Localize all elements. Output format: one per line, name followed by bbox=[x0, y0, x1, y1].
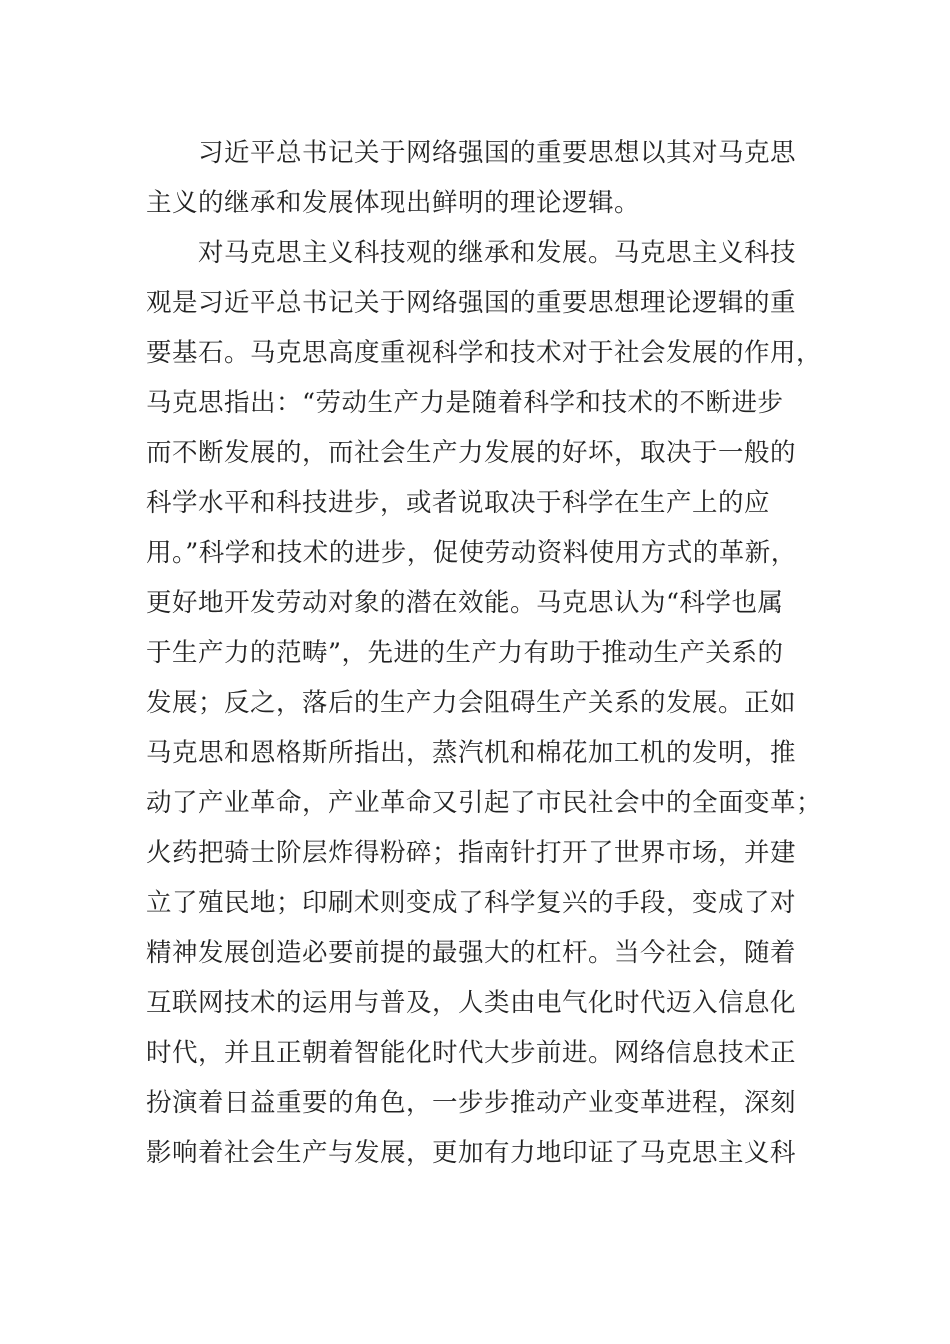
paragraph-2 bbox=[146, 228, 823, 1178]
text-line: 火药把骑士阶层炸得粉碎；指南针打开了世界市场，并建 bbox=[146, 838, 797, 868]
text-line: 影响着社会生产与发展，更加有力地印证了马克思主义科 bbox=[146, 1138, 797, 1168]
text-line: 科学水平和科技进步，或者说取决于科学在生产上的应 bbox=[146, 488, 771, 518]
text-line: 而不断发展的，而社会生产力发展的好坏，取决于一般的 bbox=[146, 438, 797, 468]
text-line: 马克思和恩格斯所指出，蒸汽机和棉花加工机的发明，推 bbox=[146, 738, 797, 768]
text-line: 立了殖民地；印刷术则变成了科学复兴的手段，变成了对 bbox=[146, 888, 797, 918]
text-line: 精神发展创造必要前提的最强大的杠杆。当今社会，随着 bbox=[146, 938, 797, 968]
text-line: 于生产力的范畴”，先进的生产力有助于推动生产关系的 bbox=[146, 638, 784, 668]
text-line: 习近平总书记关于网络强国的重要思想以其对马克思 bbox=[198, 138, 797, 168]
body-text bbox=[146, 128, 823, 1178]
text-line: 更好地开发劳动对象的潜在效能。马克思认为“科学也属 bbox=[146, 588, 784, 618]
text-line: 主义的继承和发展体现出鲜明的理论逻辑。 bbox=[146, 188, 641, 218]
text-line: 用。”科学和技术的进步，促使劳动资料使用方式的革新， bbox=[146, 538, 797, 568]
text-line: 观是习近平总书记关于网络强国的重要思想理论逻辑的重 bbox=[146, 288, 797, 318]
text-line: 互联网技术的运用与普及，人类由电气化时代迈入信息化 bbox=[146, 988, 797, 1018]
paragraph-1 bbox=[146, 128, 796, 228]
text-line: 对马克思主义科技观的继承和发展。马克思主义科技 bbox=[198, 238, 797, 268]
text-line: 扮演着日益重要的角色，一步步推动产业变革进程，深刻 bbox=[146, 1088, 797, 1118]
text-line: 动了产业革命，产业革命又引起了市民社会中的全面变革； bbox=[146, 788, 823, 818]
text-line: 发展；反之，落后的生产力会阻碍生产关系的发展。正如 bbox=[146, 688, 797, 718]
text-line: 马克思指出：“劳动生产力是随着科学和技术的不断进步 bbox=[146, 388, 784, 418]
text-line: 时代，并且正朝着智能化时代大步前进。网络信息技术正 bbox=[146, 1038, 797, 1068]
text-line: 要基石。马克思高度重视科学和技术对于社会发展的作用， bbox=[146, 338, 823, 368]
